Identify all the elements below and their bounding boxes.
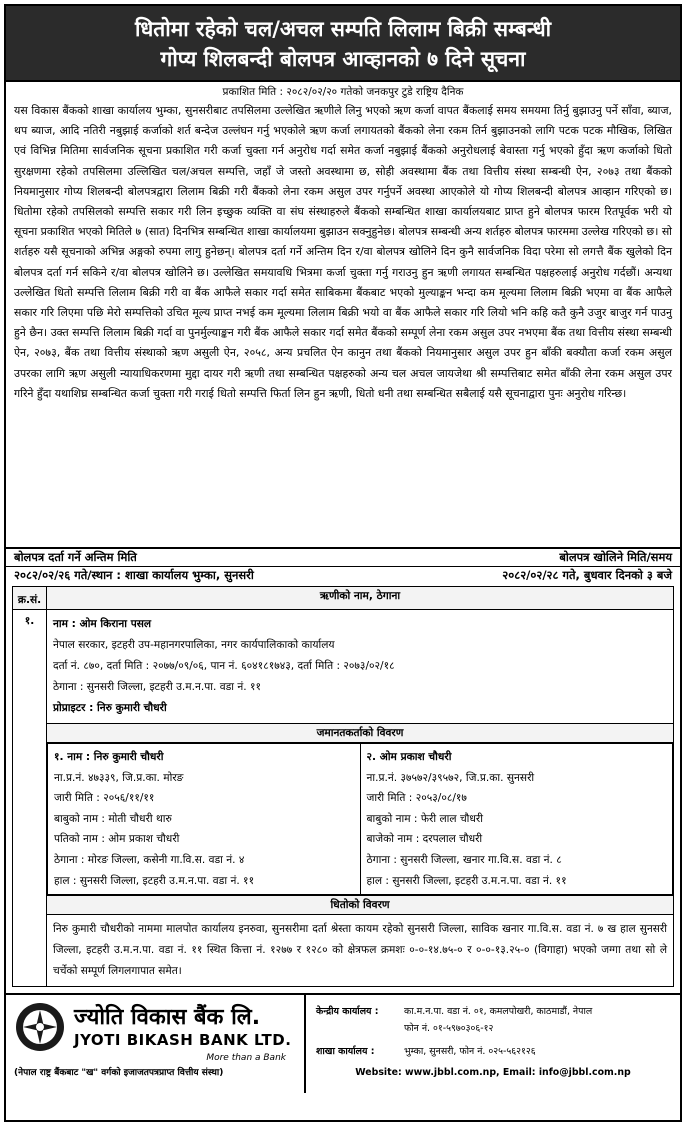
borrower-proprietor: प्रोप्राइटर : निरु कुमारी चौधरी bbox=[53, 702, 167, 714]
table-header-row bbox=[13, 587, 674, 610]
guarantor-2-address: ठेगाना : सुनसरी जिल्ला, खनार गा.वि.स. वडा नं. ८ bbox=[366, 853, 562, 866]
col-serial: क्र.सं. bbox=[13, 587, 47, 610]
header-line-2: गोप्य शिलबन्दी बोलपत्र आव्हानको ७ दिने सूचना bbox=[160, 47, 526, 71]
head-office-phone: फोन नं. ०१-५९७०३०६-१२ bbox=[404, 1023, 494, 1035]
guarantor-2-citizenship: ना.प्र.नं. ३७५७२/३९५७२, जि.प्र.का. सुनसरी bbox=[366, 771, 535, 784]
guarantor-table bbox=[47, 743, 673, 895]
notice-header bbox=[6, 6, 680, 82]
bank-logo-icon bbox=[14, 1001, 66, 1053]
submission-deadline-label: बोलपत्र दर्ता गर्ने अन्तिम मिति bbox=[14, 550, 137, 564]
opening-date-value: २०८२/०२/२८ गते, बुधवार दिनको ३ बजे bbox=[502, 568, 672, 582]
deadline-values bbox=[6, 567, 680, 584]
notice-frame bbox=[4, 4, 682, 1122]
head-office-label: केन्द्रीय कार्यालय : bbox=[316, 1006, 379, 1018]
website-email[interactable]: Website: www.jbbl.com.np, Email: info@jbbl.com.np bbox=[355, 1067, 631, 1079]
table-row bbox=[13, 610, 674, 724]
head-office-address: का.म.न.पा. वडा नं. ०१, कमलपोखरी, काठमाडौं, नेपाल bbox=[404, 1006, 593, 1018]
borrower-registration-office: नेपाल सरकार, इटहरी उप-महानगरपालिका, नगर कार्यपालिकाको कार्यालय bbox=[53, 639, 335, 651]
bank-tagline: More than a Bank bbox=[206, 1053, 286, 1064]
notice-body: यस विकास बैंकको शाखा कार्यालय भुम्का, सुनसरीबाट तपसिलमा उल्लेखित ऋणीले लिनु भएको ऋण कर्जा वापत बैंकलाई समय समयमा तिर्नु बुझाउनु पर्ने साँवा, ब्याज, थप ब्याज, आदि नतिरी नबुझाई कर्जाको शर्त बन्देज उल्लंघन गर्नु भएकोले ऋण कर्जा लगायतको बैंकको लेना रकम तिर्न बुझाउनको लागि पटक पटक मौखिक, लिखित एवं विभिन्न मितिमा सार्वजनिक सूचना प्रकाशित गरी कर्जा चुक्ता गर्न अनुरोध गर्दा समेत कर्जा नबुझाई बैंकको अनुरोधलाई बेवास्ता गर्नु भएको हुँदा ऋण कर्जाको धितो सुरक्षणमा रहेको तपसिलमा उल्लिखित चल/अचल सम्पत्ति, जहाँ जे जस्तो अवस्थामा छ, सोही अवस्थामा बैंक तथा वित्तीय संस्था सम्बन्धी ऐन, २०७३ तथा बैंकको नियमानुसार गोप्य शिलबन्दी बोलपत्रद्वारा लिलाम बिक्री गरी बैंकको लेना रकम असुल उपर गर्नुपर्ने अवस्था आएकोले यो गोप्य शिलबन्दी बोलपत्र आव्हान गरिएको छ। धितोमा रहेको तपसिलको सम्पत्ति सकार गरी लिन इच्छुक व्यक्ति वा संघ संस्थाहरुले बैंकको सम्बन्धित शाखा कार्यालयबाट प्राप्त हुने बोलपत्र फारम रितपूर्वक भरी यो सूचना प्रकाशित भएको मितिले ७ (सात) दिनभित्र सम्बन्धित शाखा कार्यालयमा बुझाउन सक्नुहुनेछ। बोलपत्र सम्बन्धी अन्य शर्तहरु बोलपत्र फारममा उल्लेख गरिएको छ। सो शर्तहरु यसै सूचनाको अभिन्न अङ्गको रुपमा लागु हुनेछन्। बोलपत्र दर्ता गर्ने अन्तिम दिन र/वा बोलपत्र खोलिने दिन कुनै सार्वजनिक विदा परेमा सो लगत्तै बैंक खुलेको दिन बोलपत्र दर्ता गर्न सकिने र/वा बोलपत्र खोलिने छ। उल्लेखित समयावधि भित्रमा कर्जा चुक्ता गर्नु गराउनु हुन ऋणी लगायत सम्बन्धित पक्षहरुलाई अनुरोध गर्दछौं। अन्यथा उल्लेखित धितो सम्पत्ति लिलाम बिक्री गरी वा बैंक आफैले सकार गर्दा समेत साबिकमा बैंकबाट भएको मुल्याङ्कन भन्दा कम मूल्यमा लिलाम बिक्री भएमा वा बैंक आफैले सकार गरि लिएमा पछि मेरो सम्पत्तिको उचित मूल्य प्राप्त नभई कम मूल्यमा लिलाम बिक्री भयो वा बैंक आफैले सकार गरि लियो भनि कहि कतै कुनै उजुर बाजुर गर्न पाउनु हुने छैन। उक्त सम्पत्ति लिलाम बिक्री गर्दा वा पुनर्मुल्याङ्कन गरी बैंक आफैले सकार गर्दा समेत बैंकको सम्पूर्ण लेना रकम असुल उपर नभएमा बैंक तथा वित्तीय संस्था सम्बन्धी ऐन, २०७३, बैंक तथा वित्तीय संस्थाको ऋण असुली ऐन, २०५८, अन्य प्रचलित ऐन कानुन तथा बैंकको नियमानुसार असुल उपर हुन बाँकी बक्यौता कर्जा रकम असुल उपरका लागि ऋण असुली न्यायाधिकरणमा मुद्दा दायर गरी ऋणी तथा सम्बन्धित पक्षहरुको अन्य चल अचल जायजेथा श्री सम्पत्तिबाट समेत बाँकी लेना रकम असुल उपर गरिने हुँदा यथाशिघ्र सम्बन्धित कर्जा चुक्ता गरी गराई धितो सम्पत्ति फिर्ता लिन हुन ऋणी, धितो धनी तथा सम्बन्धित सबैलाई यसै सूचनाद्वारा पुनः अनुरोध गरिन्छ। bbox=[14, 104, 672, 400]
borrower-cell bbox=[47, 610, 674, 724]
guarantor-1-citizenship: ना.प्र.नं. ४७३३९, जि.प्र.का. मोरङ bbox=[54, 771, 184, 784]
col-borrower: ऋणीको नाम, ठेगाना bbox=[47, 587, 674, 610]
branch-office-value: भुम्का, सुनसरी, फोन नं. ०२५-५६२१२६ bbox=[404, 1046, 536, 1058]
guarantor-1 bbox=[48, 744, 361, 895]
guarantor-2-father: बाबुको नाम : फेरी लाल चौधरी bbox=[366, 812, 484, 825]
bank-name-nepali: ज्योति विकास बैंक लि. bbox=[74, 1005, 261, 1031]
notice-footer bbox=[6, 993, 680, 1093]
row-serial: १. bbox=[13, 610, 47, 987]
borrower-address: ठेगाना : सुनसरी जिल्ला, इटहरी उ.म.न.पा. वडा नं. ११ bbox=[53, 681, 262, 693]
deadline-labels bbox=[6, 547, 680, 567]
opening-date-label: बोलपत्र खोलिने मिति/समय bbox=[559, 550, 672, 564]
guarantor-1-father: बाबुको नाम : मोती चौधरी थारु bbox=[54, 812, 172, 825]
branch-office-label: शाखा कार्यालय : bbox=[316, 1046, 375, 1058]
guarantor-heading: जमानतकर्ताको विवरण bbox=[47, 724, 674, 743]
submission-deadline-value: २०८२/०२/२६ गते/स्थान : शाखा कार्यालय भुम्का, सुनसरी bbox=[14, 568, 254, 582]
header-line-1: धितोमा रहेको चल/अचल सम्पति लिलाम बिक्री सम्बन्धी bbox=[134, 17, 552, 41]
guarantor-1-husband: पतिको नाम : ओम प्रकाश चौधरी bbox=[54, 833, 180, 846]
collateral-heading: धितोको विवरण bbox=[47, 896, 674, 915]
borrower-registration-details: दर्ता नं. ८७०, दर्ता मिति : २०७७/०९/०६, पान नं. ६०४१८१७४३, दर्ता मिति : २०७३/०२/१८ bbox=[53, 660, 395, 672]
guarantor-2-grandfather: बाजेको नाम : दरपलाल चौधरी bbox=[366, 833, 483, 846]
office-contacts bbox=[306, 995, 680, 1093]
bank-name-english: JYOTI BIKASH BANK LTD. bbox=[74, 1031, 292, 1050]
bank-licence: (नेपाल राष्ट्र बैंकबाट "ख" वर्गको इजाजतपत्रप्राप्त वित्तीय संस्था) bbox=[14, 1068, 224, 1079]
guarantor-cell bbox=[47, 743, 674, 896]
bank-logo-box bbox=[6, 995, 306, 1093]
guarantor-1-address: ठेगाना : मोरङ जिल्ला, कसेनी गा.वि.स. वडा नं. ४ bbox=[54, 853, 245, 866]
details-table-wrap bbox=[6, 584, 680, 987]
guarantor-2-issued: जारी मिति : २०५३/०८/१७ bbox=[366, 792, 467, 805]
guarantor-2-current: हाल : सुनसरी जिल्ला, इटहरी उ.म.न.पा. वडा नं. ११ bbox=[366, 874, 567, 887]
guarantor-2 bbox=[360, 744, 673, 895]
guarantor-1-name: १. नाम : निरु कुमारी चौधरी bbox=[54, 751, 164, 763]
guarantor-2-name: २. ओम प्रकाश चौधरी bbox=[366, 751, 452, 763]
guarantor-1-issued: जारी मिति : २०५६/११/११ bbox=[54, 792, 155, 805]
collateral-details: निरु कुमारी चौधरीको नाममा मालपोत कार्यालय इनरुवा, सुनसरीमा दर्ता श्रेस्ता कायम रहेको सुनसरी जिल्ला, साविक खनार गा.वि.स. वडा नं. ७ ख हाल सुनसरी जिल्ला, इटहरी उ.म.न.पा. वडा नं. ११ स्थित कित्ता नं. १२७७ र १२८० को क्षेत्रफल क्रमशः ०-०-१४.७५-० र ०-०-१३.२५-० (विगाहा) भएको जग्गा तथा सो ले चर्चेको सम्पूर्ण लिगलगापात समेत। bbox=[47, 915, 674, 987]
guarantor-1-current: हाल : सुनसरी जिल्ला, इटहरी उ.म.न.पा. वडा नं. ११ bbox=[54, 874, 255, 887]
published-date: प्रकाशित मिति : २०८२/०२/२० गतेको जनकपुर टुडे राष्ट्रिय दैनिक bbox=[222, 86, 464, 98]
borrower-name: नाम : ओम किराना पसल bbox=[53, 618, 152, 630]
borrower-table bbox=[12, 586, 674, 987]
